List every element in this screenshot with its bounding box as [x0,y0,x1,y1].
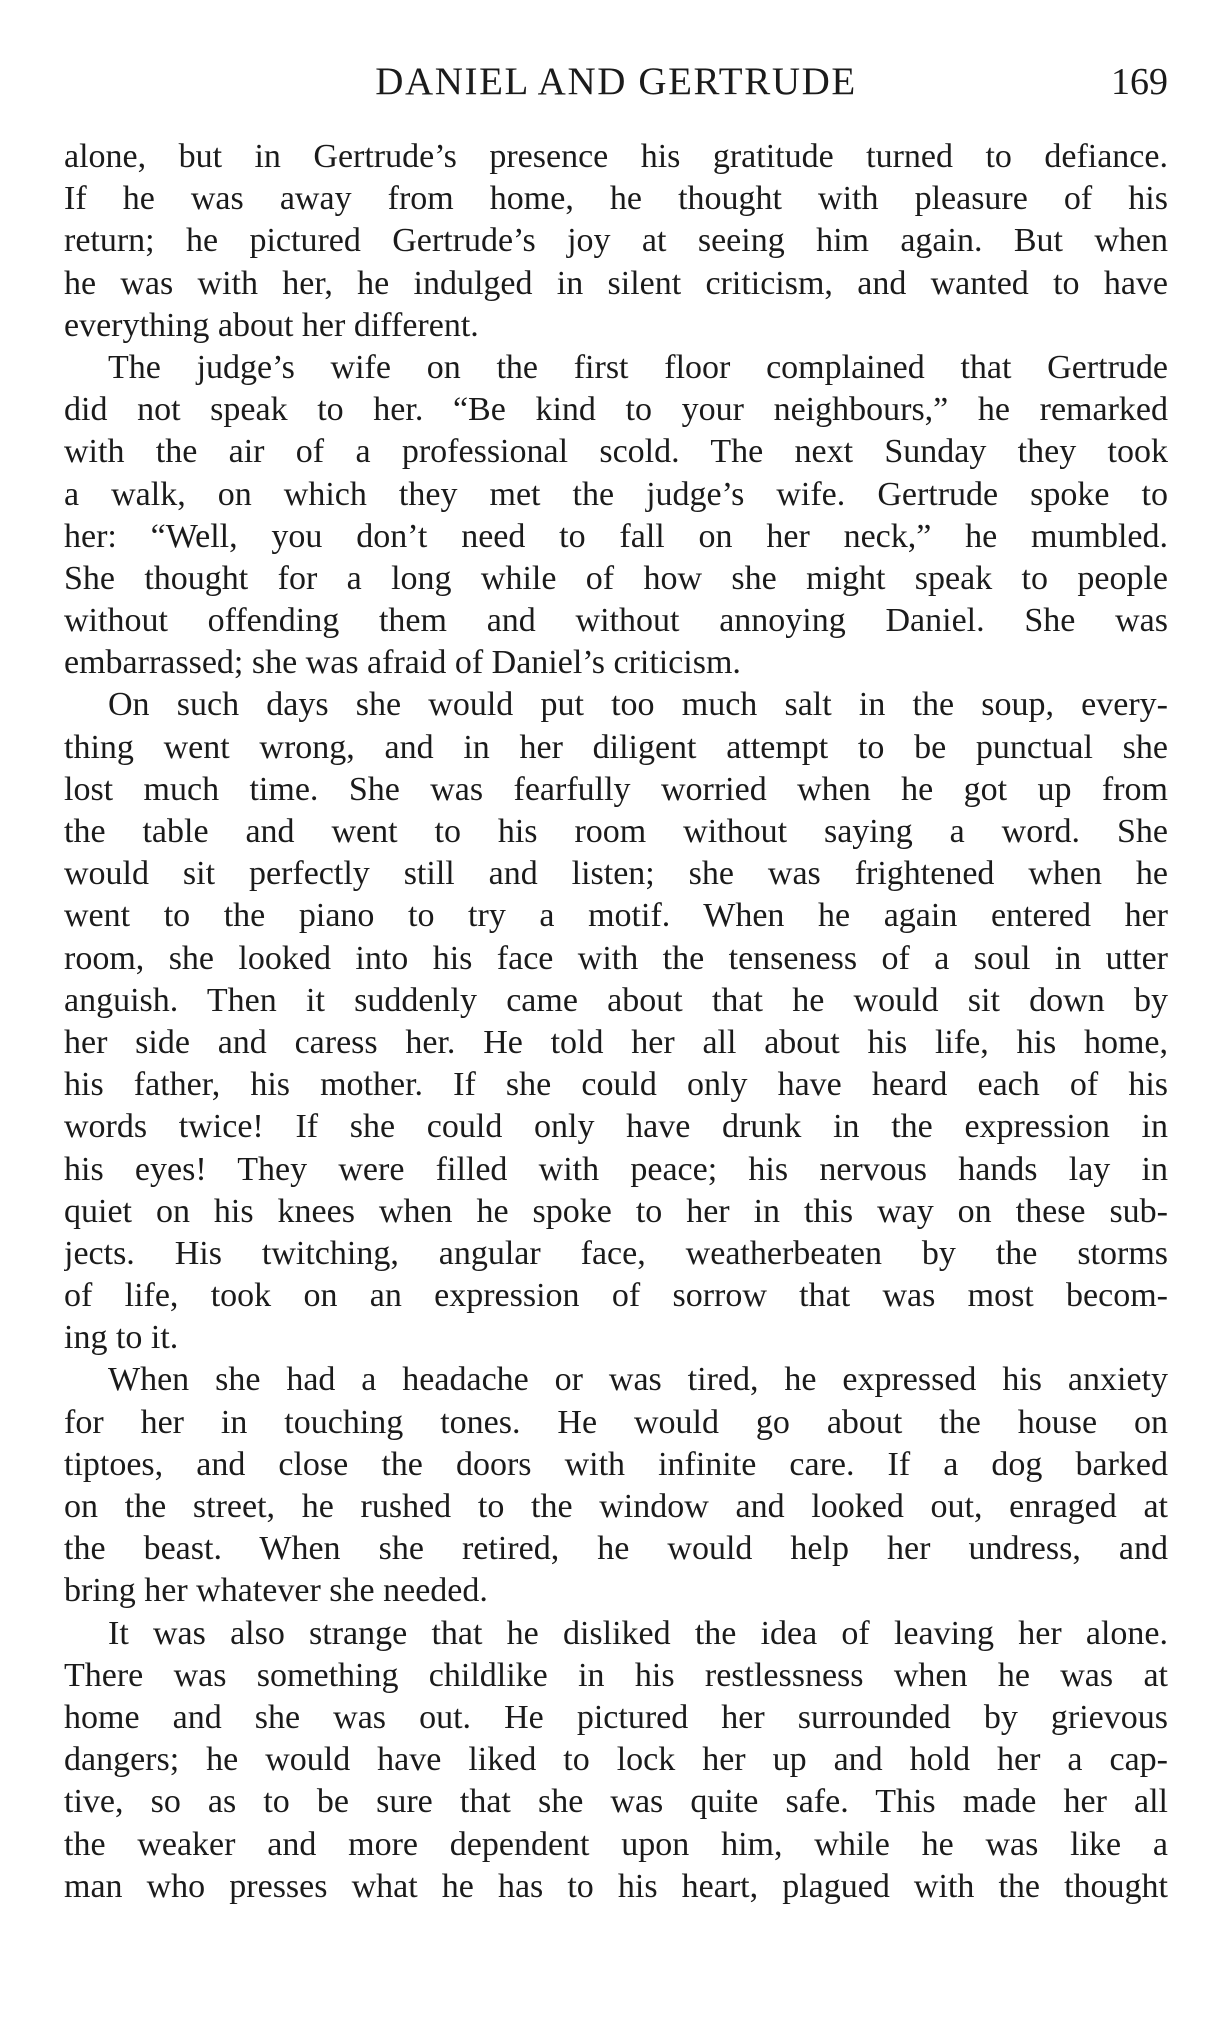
text-line: There was something childlike in his restlessness when he was at [64,1656,1168,1694]
text-line: anguish. Then it suddenly came about that he would sit down by [64,981,1168,1019]
text-line: bring her whatever she needed. [64,1572,488,1610]
body-text [64,136,1168,1908]
text-line: tive, so as to be sure that she was quite safe. This made her all [64,1783,1168,1821]
text-line: he was with her, he indulged in silent criticism, and wanted to have [64,264,1168,302]
text-line: ing to it. [64,1319,179,1357]
text-line: of life, took on an expression of sorrow that was most becom- [64,1277,1168,1315]
text-line: When she had a headache or was tired, he expressed his anxiety [108,1361,1168,1399]
text-line: his eyes! They were filled with peace; his nervous hands lay in [64,1150,1168,1188]
text-line: She thought for a long while of how she might speak to people [64,559,1168,597]
text-line: went to the piano to try a motif. When he again entered her [64,897,1168,935]
text-line: lost much time. She was fearfully worried when he got up from [64,770,1168,808]
text-line: On such days she would put too much salt in the soup, every- [108,686,1168,724]
text-line: dangers; he would have liked to lock her up and hold her a cap- [64,1741,1168,1779]
text-line: her side and caress her. He told her all about his life, his home, [64,1023,1168,1061]
text-line: It was also strange that he disliked the idea of leaving her alone. [108,1614,1168,1652]
text-line: would sit perfectly still and listen; she was frightened when he [64,855,1168,893]
text-line: without offending them and without annoying Daniel. She was [64,602,1168,640]
text-line: room, she looked into his face with the tenseness of a soul in utter [64,939,1168,977]
text-line: a walk, on which they met the judge’s wife. Gertrude spoke to [64,475,1168,513]
text-line: man who presses what he has to his heart, plagued with the thought [64,1867,1168,1905]
text-line: her: “Well, you don’t need to fall on her neck,” he mumbled. [64,517,1168,555]
page-number: 169 [1111,61,1168,103]
text-line: tiptoes, and close the doors with infinite care. If a dog barked [64,1445,1168,1483]
running-head [64,54,1168,110]
text-line: return; he pictured Gertrude’s joy at seeing him again. But when [64,222,1168,260]
text-line: If he was away from home, he thought with pleasure of his [64,180,1168,218]
text-line: thing went wrong, and in her diligent attempt to be punctual she [64,728,1168,766]
text-line: embarrassed; she was afraid of Daniel’s criticism. [64,644,741,682]
text-line: did not speak to her. “Be kind to your neighbours,” he remarked [64,391,1168,429]
text-line: home and she was out. He pictured her surrounded by grievous [64,1698,1168,1736]
text-line: for her in touching tones. He would go about the house on [64,1403,1168,1441]
text-line: words twice! If she could only have drunk in the expression in [64,1108,1168,1146]
text-line: The judge’s wife on the first floor complained that Gertrude [108,348,1168,386]
text-line: on the street, he rushed to the window and looked out, enraged at [64,1488,1168,1525]
running-title: DANIEL AND GERTRUDE [375,60,857,103]
text-line: alone, but in Gertrude’s presence his gratitude turned to defiance. [64,138,1168,175]
text-line: everything about her different. [64,306,479,344]
text-line: the table and went to his room without saying a word. She [64,813,1168,850]
text-line: the weaker and more dependent upon him, while he was like a [64,1825,1168,1863]
text-line: the beast. When she retired, he would help her undress, and [64,1530,1168,1568]
text-line: quiet on his knees when he spoke to her in this way on these sub- [64,1192,1168,1230]
text-line: jects. His twitching, angular face, weatherbeaten by the storms [64,1234,1168,1272]
text-line: with the air of a professional scold. The next Sunday they took [64,433,1168,471]
text-line: his father, his mother. If she could only have heard each of his [64,1066,1168,1104]
